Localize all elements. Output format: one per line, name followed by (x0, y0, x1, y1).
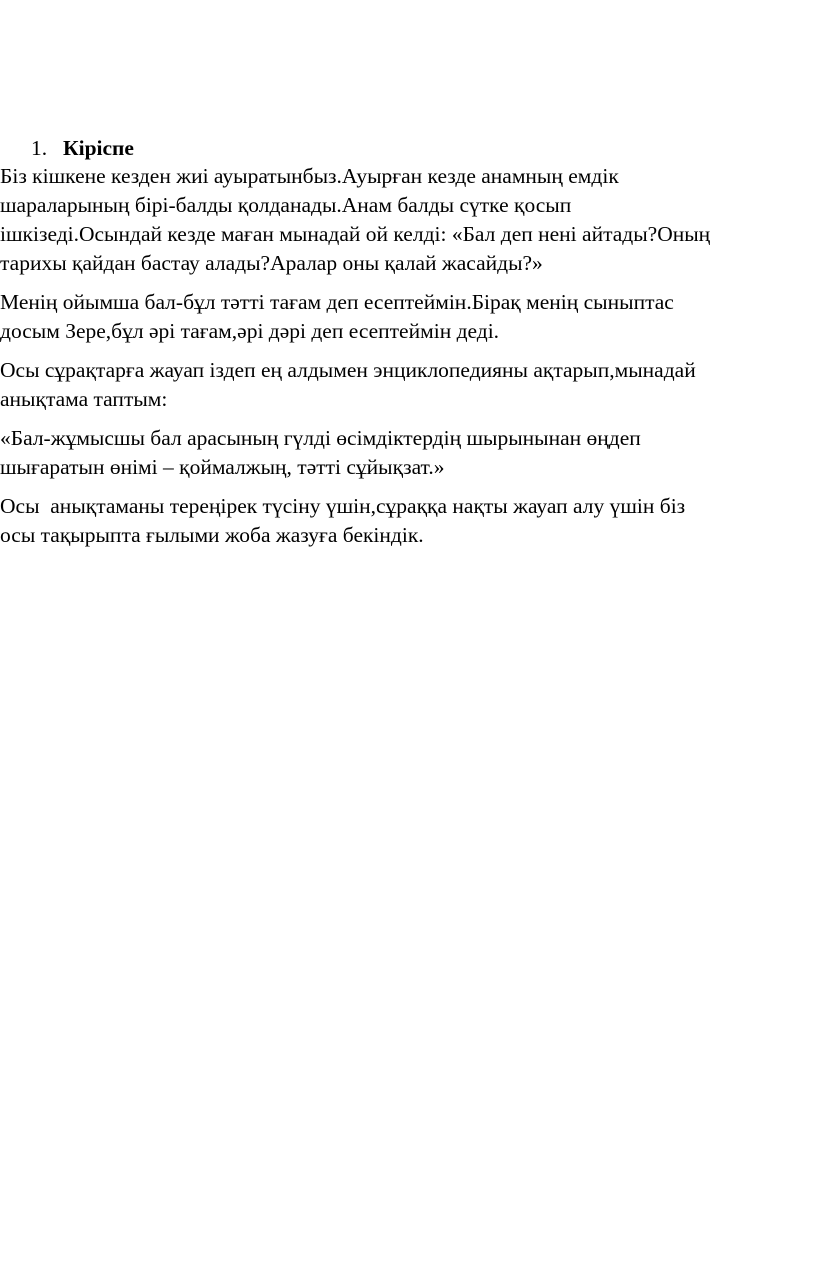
text-line: тарихы қайдан бастау алады?Аралар оны қалай жасайды?» (0, 251, 543, 275)
text-line: ішкізеді.Осындай кезде маған мынадай ой келді: «Бал деп нені айтады?Оның (0, 222, 711, 246)
paragraph-opinion (0, 288, 816, 346)
paragraph-definition (0, 424, 816, 482)
text-line: Осы сұрақтарға жауап іздеп ең алдымен энциклопедияны ақтарып,мынадай (0, 358, 696, 382)
heading-title: Кіріспе (63, 136, 134, 160)
text-line: досым Зере,бұл әрі тағам,әрі дәрі деп есептеймін деді. (0, 319, 500, 343)
text-line: шараларының бірі-балды қолданады.Анам балды сүтке қосып (0, 193, 572, 217)
text-line: «Бал-жұмысшы бал арасының гүлді өсімдіктердің шырынынан өңдеп (0, 426, 641, 450)
text-line: Біз кішкене кезден жиі ауыратынбыз.Ауырған кезде анамның емдік (0, 164, 619, 188)
text-line: шығаратын өнімі – қоймалжың, тәтті сұйықзат.» (0, 455, 445, 479)
section-heading (31, 135, 134, 161)
text-line: Осы анықтаманы тереңірек түсіну үшін,сұраққа нақты жауап алу үшін біз (0, 494, 686, 518)
paragraph-intro (0, 162, 816, 278)
heading-number: 1. (31, 136, 48, 160)
paragraph-search (0, 356, 816, 414)
text-line: осы тақырыпта ғылыми жоба жазуға бекіндік. (0, 523, 424, 547)
paragraph-conclusion (0, 492, 816, 550)
text-line: Менің ойымша бал-бұл тәтті тағам деп есептеймін.Бірақ менің сыныптас (0, 290, 674, 314)
text-line: анықтама таптым: (0, 387, 168, 411)
document-body (0, 162, 816, 560)
